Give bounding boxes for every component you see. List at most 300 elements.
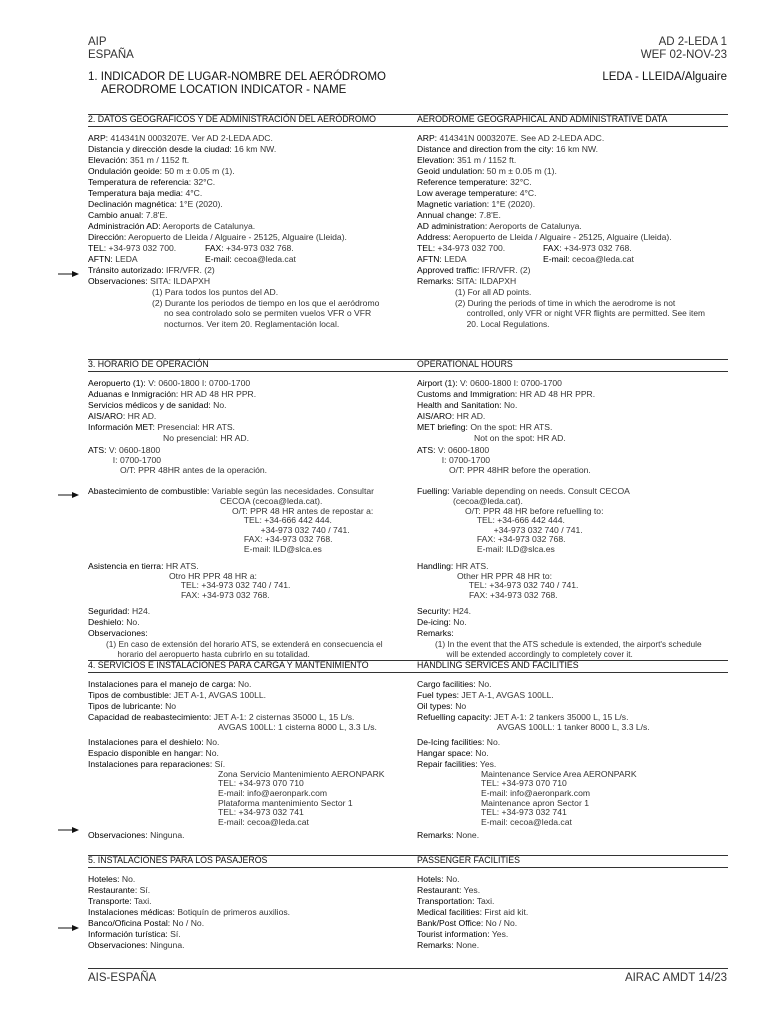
amendment-arrow-icon (58, 270, 80, 278)
field-value: Aeropuerto de Lleida / Alguaire - 25125, Alguaire (Lleida). (126, 232, 347, 242)
field-label: Seguridad: (88, 606, 130, 617)
field-label: Tourist information: (417, 929, 490, 939)
field-value: No. (119, 874, 136, 884)
field-list (88, 737, 408, 770)
field-value: Sí. (137, 885, 151, 895)
field-value: No. (450, 617, 467, 628)
field-label: AIS/ARO: (417, 411, 455, 421)
field-row (417, 759, 729, 770)
field-label: Remarks: (417, 940, 454, 950)
field-value: No / No. (170, 918, 205, 928)
field-value: 414341N 0003207E. See AD 2-LEDA ADC. (437, 133, 605, 143)
field-row (88, 896, 408, 907)
field-value: HR ATS. (163, 560, 199, 571)
section-2-es (88, 133, 408, 329)
field-label: Distancia y dirección desde la ciudad: (88, 144, 232, 154)
aerodrome-name: LEDA - LLEIDA/Alguaire (602, 71, 727, 83)
field-label: AFTN: (417, 254, 442, 264)
field-label: Aeropuerto (1): (88, 378, 146, 388)
field-value: H24. (450, 606, 471, 617)
field-row (417, 378, 729, 389)
avgas-capacity: AVGAS 100LL: 1 tanker 8000 L, 3.3 L/s. (497, 722, 650, 732)
field-label: Banco/Oficina Postal: (88, 918, 171, 928)
field-row (88, 628, 408, 639)
field-row (417, 221, 729, 232)
field-label: Instalaciones para reparaciones: (88, 758, 213, 769)
field-row (88, 748, 408, 759)
section-3 (88, 359, 728, 372)
field-row (417, 701, 729, 712)
field-label: Tránsito autorizado: (88, 265, 164, 275)
field-value: On the spot: HR ATS. (467, 422, 553, 432)
field-list (417, 679, 729, 723)
field-value: No. (501, 400, 518, 410)
field-row (417, 690, 729, 701)
field-list (417, 606, 729, 639)
section-2-en (417, 133, 729, 329)
field-row (88, 737, 408, 748)
field-row (417, 737, 729, 748)
field-row (417, 265, 729, 276)
field-value: +34-973 032 700. (435, 243, 506, 253)
field-label: Low average temperature: (417, 188, 518, 198)
field-label: Approved traffic: (417, 265, 480, 275)
field-value: None. (453, 829, 480, 840)
aftn-email-row (88, 254, 408, 265)
field-label: Administración AD: (88, 221, 161, 231)
field-row (88, 210, 408, 221)
field-value: IFR/VFR. (2) (479, 265, 531, 275)
field-label: Reference temperature: (417, 177, 508, 187)
section-2-notes-es: (1) Para todos los puntos del AD. (2) Durante los periodos de tiempo en los que el aeródromo no sea controlado solo se permiten vuelos VFR o VFR nocturnos. Ver item 20. Reglamentación local. (152, 287, 380, 329)
header-effective-date: WEF 02-NOV-23 (640, 49, 727, 61)
handling-row (88, 561, 408, 572)
aftn-email-row (417, 254, 729, 265)
field-value: Ninguna. (147, 940, 185, 950)
field-row (417, 929, 729, 940)
field-row (417, 199, 729, 210)
section-3-notes-en: (1) In the event that the ATS schedule is extended, the airport's schedule will be extended accordingly to completely cover it. (435, 639, 702, 660)
ats-details: I: 0700-1700 O/T: PPR 48HR antes de la operación. (112, 455, 268, 475)
field-label: Abastecimiento de combustible: (88, 486, 210, 496)
field-label: Transportation: (417, 896, 475, 906)
footer-divider (88, 968, 728, 969)
section-3-header (88, 359, 728, 372)
field-label: AFTN: (88, 254, 113, 264)
field-value: Sí. (212, 758, 226, 769)
repair-details: Maintenance Service Area AERONPARK TEL: +34-973 070 710 E-mail: info@aeronpark.com Maintenance apron Sector 1 TEL: +34-973 032 741 E-mail: cecoa@leda.cat (481, 768, 637, 828)
field-label: TEL: (417, 243, 436, 253)
field-row (88, 411, 408, 422)
field-label: Observaciones: (88, 940, 148, 950)
field-value: No. (484, 736, 501, 747)
field-row (88, 166, 408, 177)
field-label: E-mail: (543, 254, 570, 264)
field-label: Observaciones: (88, 276, 148, 286)
amendment-arrow-icon (58, 924, 80, 932)
field-row (417, 188, 729, 199)
field-list (417, 874, 729, 951)
field-label: Espacio disponible en hangar: (88, 747, 204, 758)
field-label: Oil types: (417, 701, 453, 711)
field-label: Transporte: (88, 896, 132, 906)
field-label: Información turística: (88, 929, 168, 939)
field-value: 7.8'E. (143, 210, 168, 220)
amendment-arrow-icon (58, 826, 80, 834)
met-not-on-spot: Not on the spot: HR AD. (474, 433, 566, 443)
field-row (88, 232, 408, 243)
field-label: De-Icing facilities: (417, 736, 485, 747)
section-4-header (88, 660, 728, 673)
field-row (417, 606, 729, 617)
field-row (88, 221, 408, 232)
header-page-id: AD 2-LEDA 1 (658, 36, 727, 48)
field-value: No / No. (483, 918, 518, 928)
tel-fax-row (417, 243, 729, 254)
field-label: Security: (417, 606, 451, 617)
field-row (88, 617, 408, 628)
field-row (88, 378, 408, 389)
field-value: 1°E (2020). (176, 199, 223, 209)
field-row (417, 748, 729, 759)
field-value: V: 0600-1800 (435, 445, 490, 455)
field-value: 7.8'E. (476, 210, 501, 220)
field-value: 16 km NW. (553, 144, 599, 154)
field-label: Información MET: (88, 422, 155, 432)
field-value: SITA: ILDAPXH (453, 276, 517, 286)
field-row (88, 422, 408, 433)
field-row (417, 276, 729, 287)
field-label: ARP: (88, 133, 109, 143)
field-row (417, 232, 729, 243)
field-label: MET briefing: (417, 422, 468, 432)
field-label: Handling: (417, 560, 454, 571)
field-value: HR ATS. (453, 560, 489, 571)
field-label: Elevación: (88, 155, 128, 165)
field-row (88, 918, 408, 929)
field-label: FAX: (205, 243, 224, 253)
field-row (417, 918, 729, 929)
field-row (417, 885, 729, 896)
field-label: Hangar space: (417, 747, 473, 758)
field-value: IFR/VFR. (2) (163, 265, 215, 275)
field-list (88, 265, 408, 287)
field-value: JET A-1: 2 tankers 35000 L, 15 L/s. (491, 712, 629, 722)
field-list (417, 737, 729, 770)
field-value: 50 m ± 0.05 m (1). (484, 166, 557, 176)
field-label: Cargo facilities: (417, 679, 476, 689)
field-label: De-icing: (417, 617, 451, 628)
field-label: Elevation: (417, 155, 455, 165)
fuel-details: CECOA (cecoa@leda.cat). O/T: PPR 48 HR antes de repostar a: TEL: +34-666 442 444. +34-973 032 740 / 741. FAX: +34-973 032 768. E-mail: ILD@slca.es (220, 496, 374, 554)
field-value: No. (203, 736, 220, 747)
section-4-title-es: 4. SERVICIOS E INSTALACIONES PARA CARGA Y MANTENIMIENTO (88, 660, 369, 670)
field-label: Bank/Post Office: (417, 918, 484, 928)
field-label: Restaurante: (88, 885, 138, 895)
field-row (417, 679, 729, 690)
field-value: None. (453, 940, 480, 950)
field-label: Remarks: (417, 829, 454, 840)
field-row (417, 155, 729, 166)
field-value: cecoa@leda.cat (569, 254, 634, 264)
field-label: Declinación magnética: (88, 199, 177, 209)
field-label: Repair facilities: (417, 758, 478, 769)
field-label: TEL: (88, 243, 107, 253)
field-label: Annual change: (417, 210, 477, 220)
field-row (88, 400, 408, 411)
ats-details: I: 0700-1700 O/T: PPR 48HR before the operation. (441, 455, 591, 475)
field-label: ARP: (417, 133, 438, 143)
field-row (88, 929, 408, 940)
repair-details: Zona Servicio Mantenimiento AERONPARK TEL: +34-973 070 710 E-mail: info@aeronpark.com Plataforma mantenimiento Sector 1 TEL: +34-973 032 741 E-mail: cecoa@leda.cat (218, 768, 385, 828)
field-value: HR AD 48 HR PPR. (178, 389, 257, 399)
footer-left: AIS-ESPAÑA (88, 972, 157, 984)
field-label: Observaciones: (88, 628, 148, 639)
section-3-es (88, 378, 408, 659)
field-label: Ondulación geoide: (88, 166, 163, 176)
field-value: Variable depending on needs. Consult CECOA (449, 486, 630, 496)
field-label: Tipos de lubricante: (88, 701, 163, 711)
field-value: Botiquín de primeros auxilios. (174, 907, 291, 917)
field-label: Hotels: (417, 874, 444, 884)
field-value: 1°E (2020). (489, 199, 536, 209)
field-row (88, 701, 408, 712)
section-5-header (88, 855, 728, 868)
field-label: Magnetic variation: (417, 199, 490, 209)
field-value: V: 0600-1800 I: 0700-1700 (457, 378, 562, 388)
handling-row (417, 561, 729, 572)
field-value: HR AD. (125, 411, 157, 421)
field-value: JET A-1, AVGAS 100LL. (459, 690, 554, 700)
field-row (88, 606, 408, 617)
field-label: Deshielo: (88, 617, 124, 628)
page-title (88, 71, 386, 97)
field-row (417, 617, 729, 628)
field-value: 50 m ± 0.05 m (1). (162, 166, 235, 176)
field-value: Presencial: HR ATS. (154, 422, 235, 432)
section-5-en (417, 874, 729, 951)
avgas-capacity: AVGAS 100LL: 1 cisterna 8000 L, 3.3 L/s. (218, 722, 377, 732)
section-2-notes-en: (1) For all AD points. (2) During the periods of time in which the aerodrome is not controlled, only VFR or night VFR flights are permitted. See item 20. Local Regulations. (455, 287, 705, 329)
section-5 (88, 855, 728, 868)
field-row (417, 628, 729, 639)
field-label: Hoteles: (88, 874, 120, 884)
field-label: Aduanas e Inmigración: (88, 389, 179, 399)
field-label: Tipos de combustible: (88, 690, 172, 700)
field-row (88, 940, 408, 951)
field-label: E-mail: (205, 254, 232, 264)
section-5-title-es: 5. INSTALACIONES PARA LOS PASAJEROS (88, 855, 268, 865)
field-row (88, 155, 408, 166)
field-value: No. (443, 874, 460, 884)
handling-details: Other HR PPR 48 HR to: TEL: +34-973 032 740 / 741. FAX: +34-973 032 768. (457, 570, 579, 600)
field-value: 4°C. (183, 188, 203, 198)
amendment-arrow-icon (58, 491, 80, 499)
field-row (417, 874, 729, 885)
field-value: Yes. (461, 885, 481, 895)
field-value: JET A-1: 2 cisternas 35000 L, 15 L/s. (211, 712, 355, 722)
section-5-title-en: PASSENGER FACILITIES (417, 855, 520, 865)
field-value: HR AD 48 HR PPR. (517, 389, 596, 399)
field-row (88, 389, 408, 400)
field-label: Observaciones: (88, 829, 148, 840)
field-value: LEDA (112, 254, 138, 264)
field-value: Taxi. (474, 896, 495, 906)
section-4-es (88, 679, 408, 841)
field-row (88, 188, 408, 199)
field-list (88, 133, 408, 243)
field-label: Medical facilities: (417, 907, 482, 917)
section-2 (88, 114, 728, 127)
field-row (88, 759, 408, 770)
field-row (88, 690, 408, 701)
met-not-on-spot: No presencial: HR AD. (163, 433, 249, 443)
field-list (88, 874, 408, 951)
field-value: No. (235, 679, 252, 689)
field-value: Aeroports de Catalunya. (160, 221, 256, 231)
field-label: FAX: (543, 243, 562, 253)
field-row (417, 210, 729, 221)
field-value: 351 m / 1152 ft. (454, 155, 517, 165)
field-value: LEDA (441, 254, 467, 264)
field-row (417, 166, 729, 177)
field-value: No. (123, 617, 140, 628)
field-value: +34-973 032 768. (223, 243, 294, 253)
field-list (417, 133, 729, 243)
field-value: First aid kit. (481, 907, 529, 917)
field-row (88, 885, 408, 896)
field-value: HR AD. (454, 411, 486, 421)
field-label: Remarks: (417, 628, 454, 639)
field-value: Ninguna. (147, 829, 185, 840)
field-value: cecoa@leda.cat (231, 254, 296, 264)
field-row (88, 144, 408, 155)
field-label: AD administration: (417, 221, 488, 231)
field-value: Yes. (489, 929, 509, 939)
field-row (88, 199, 408, 210)
section-2-title-es: 2. DATOS GEOGRÁFICOS Y DE ADMINISTRACIÓN DEL AERÓDROMO (88, 114, 376, 124)
field-value: 32°C. (191, 177, 216, 187)
remarks-row (417, 830, 729, 841)
field-value: No. (210, 400, 227, 410)
field-list (417, 378, 729, 433)
field-label: Restaurant: (417, 885, 462, 895)
field-row (417, 144, 729, 155)
header-aip: AIP (88, 36, 107, 48)
header-country: ESPAÑA (88, 49, 134, 61)
field-list (417, 265, 729, 287)
field-row (88, 177, 408, 188)
section-4 (88, 660, 728, 673)
section-3-title-en: OPERATIONAL HOURS (417, 359, 513, 369)
field-label: Fuel types: (417, 690, 460, 700)
section-4-en (417, 679, 729, 841)
field-row (88, 133, 408, 144)
remarks-row (88, 830, 408, 841)
header-right (641, 36, 727, 62)
field-value: 32°C. (507, 177, 532, 187)
field-row (417, 133, 729, 144)
field-label: Address: (417, 232, 451, 242)
field-value: No. (475, 679, 492, 689)
field-row (88, 679, 408, 690)
field-label: Remarks: (417, 276, 454, 286)
section-3-notes-es: (1) En caso de extensión del horario ATS, se extenderá en consecuencia el horario del aeropuerto hasta cubrirlo en su totalidad. (106, 639, 383, 660)
field-row (417, 177, 729, 188)
title-es: 1. INDICADOR DE LUGAR-NOMBRE DEL AERÓDROMO (88, 71, 386, 83)
section-2-title-en: AERODROME GEOGRAPHICAL AND ADMINISTRATIVE DATA (417, 114, 668, 124)
field-label: Asistencia en tierra: (88, 560, 164, 571)
field-value: Taxi. (131, 896, 152, 906)
field-label: ATS: (88, 445, 107, 455)
field-value: Yes. (477, 758, 497, 769)
field-row (417, 422, 729, 433)
field-label: Fuelling: (417, 486, 450, 496)
field-value: H24. (129, 606, 151, 617)
field-row (417, 411, 729, 422)
field-row (417, 389, 729, 400)
field-label: Dirección: (88, 232, 127, 242)
field-value: 414341N 0003207E. Ver AD 2-LEDA ADC. (108, 133, 273, 143)
field-row (88, 907, 408, 918)
field-label: Cambio anual: (88, 210, 144, 220)
field-label: Airport (1): (417, 378, 458, 388)
field-value: Variable según las necesidades. Consultar (209, 486, 374, 496)
field-row (417, 896, 729, 907)
handling-details: Otro HR PPR 48 HR a: TEL: +34-973 032 740 / 741. FAX: +34-973 032 768. (169, 570, 291, 600)
section-5-es (88, 874, 408, 951)
field-value: +34-973 032 768. (561, 243, 632, 253)
field-value: Aeroports de Catalunya. (487, 221, 582, 231)
field-row (88, 265, 408, 276)
title-en: AERODROME LOCATION INDICATOR - NAME (101, 84, 347, 96)
field-label: Capacidad de reabastecimiento: (88, 712, 212, 722)
field-label: ATS: (417, 445, 436, 455)
field-label: Temperatura baja media: (88, 188, 184, 198)
field-value: Aeropuerto de Lleida / Alguaire - 25125, Alguaire (Lleida). (450, 232, 672, 242)
header-left (88, 36, 134, 62)
footer-right: AIRAC AMDT 14/23 (624, 972, 727, 984)
field-label: Instalaciones para el manejo de carga: (88, 679, 236, 689)
field-label: Servicios médicos y de sanidad: (88, 400, 211, 410)
field-value: SITA: ILDAPXH (147, 276, 211, 286)
field-row (417, 400, 729, 411)
field-value: No (162, 701, 177, 711)
field-label: Refuelling capacity: (417, 712, 492, 722)
field-value: V: 0600-1800 (106, 445, 161, 455)
section-3-title-es: 3. HORARIO DE OPERACIÓN (88, 359, 209, 369)
field-list (88, 378, 408, 433)
field-value: +34-973 032 700. (106, 243, 177, 253)
field-label: Instalaciones médicas: (88, 907, 175, 917)
field-label: Temperatura de referencia: (88, 177, 192, 187)
field-value: No. (472, 747, 489, 758)
field-label: Health and Sanitation: (417, 400, 502, 410)
field-value: No. (203, 747, 219, 758)
field-value: No (452, 701, 467, 711)
field-value: 4°C. (517, 188, 537, 198)
field-list (88, 606, 408, 639)
field-value: Sí. (167, 929, 181, 939)
fuel-details: (cecoa@leda.cat). O/T: PPR 48 HR before refuelling to: TEL: +34-666 442 444. +34-973 032 740 / 741. FAX: +34-973 032 768. E-mail: ILD@slca.es (453, 496, 604, 554)
field-row (417, 940, 729, 951)
field-row (88, 276, 408, 287)
section-2-header (88, 114, 728, 127)
section-3-en (417, 378, 729, 659)
tel-fax-row (88, 243, 408, 254)
field-row (417, 907, 729, 918)
field-label: Geoid undulation: (417, 166, 485, 176)
